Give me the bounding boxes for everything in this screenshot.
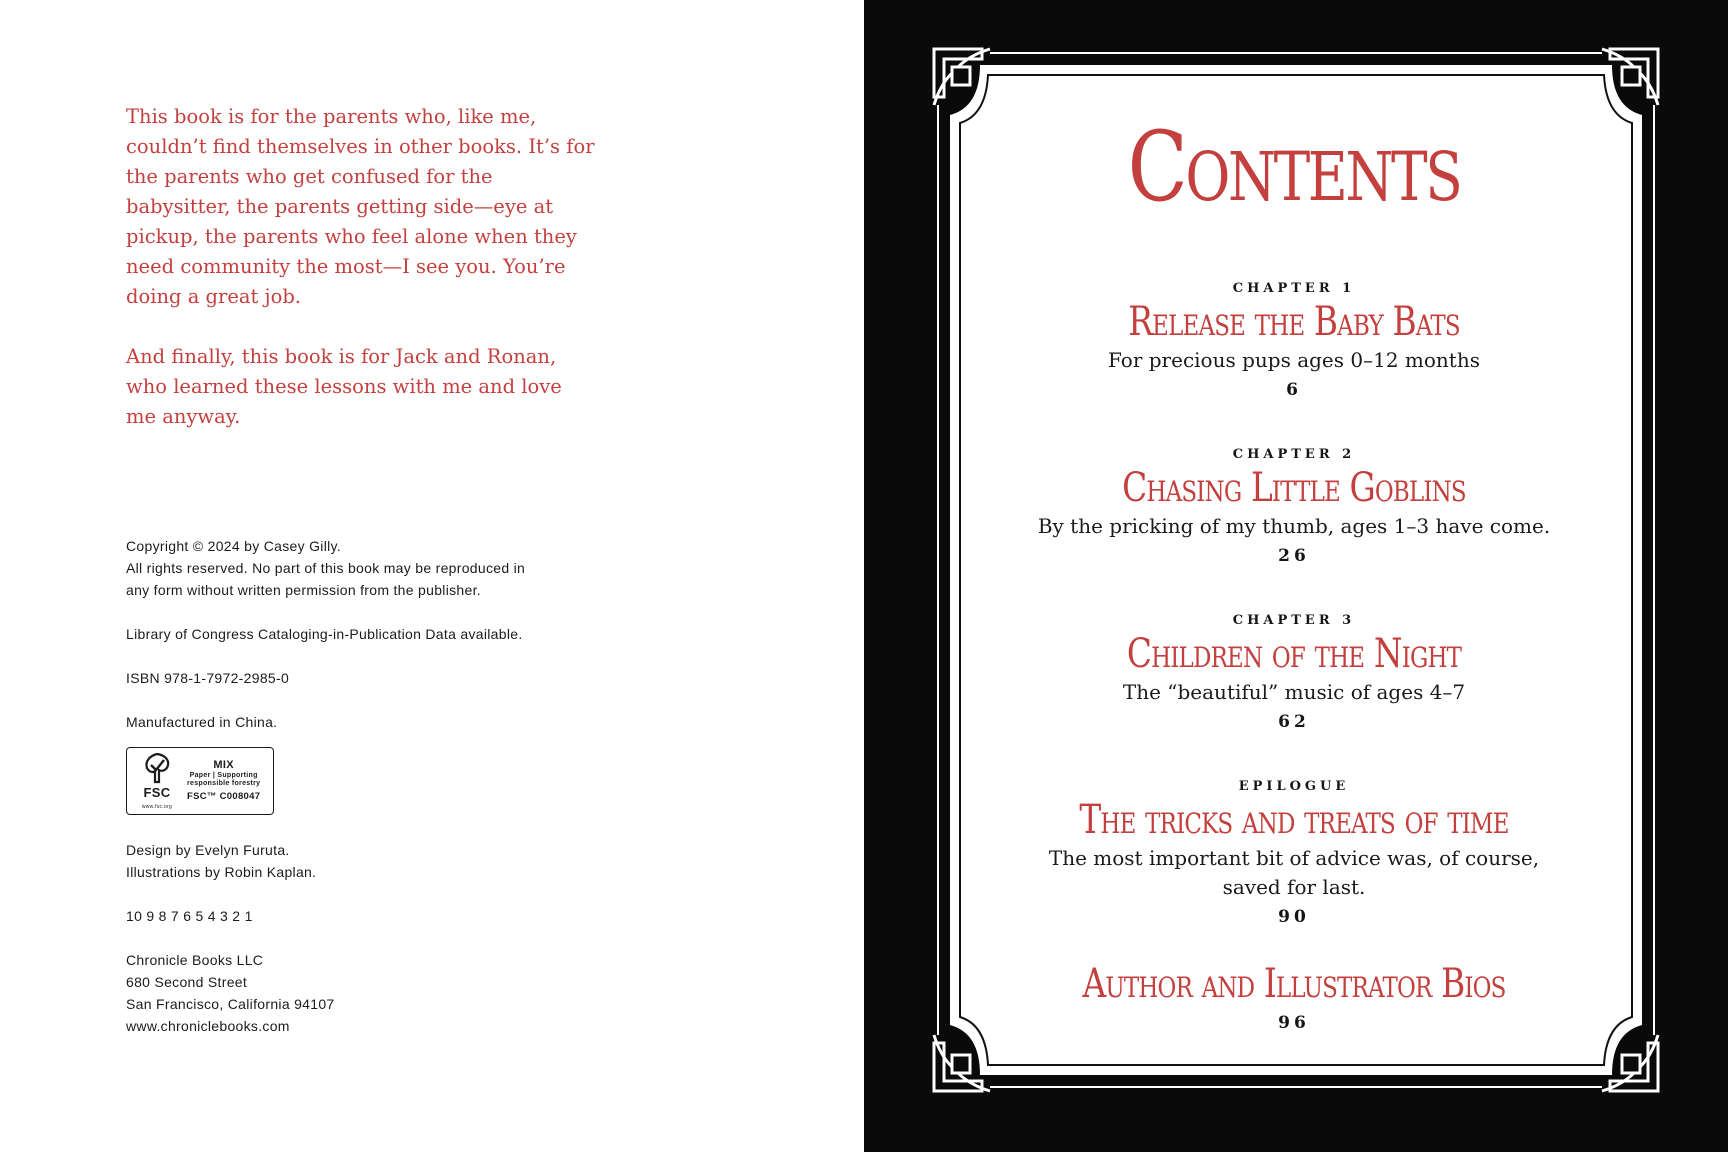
- chapter-page-number: 62: [1278, 712, 1310, 732]
- tree-checkmark-icon: [140, 752, 174, 784]
- chapter-subtitle-line-2: saved for last.: [1222, 875, 1366, 899]
- chapter-title: Release the Baby Bats: [1128, 299, 1460, 345]
- publisher-website: www.chroniclebooks.com: [126, 1018, 290, 1034]
- chapter-subtitle: For precious pups ages 0–12 months: [1108, 348, 1480, 372]
- fsc-text: [187, 758, 260, 804]
- fsc-sub-2: responsible forestry: [187, 780, 261, 787]
- copyright-line: Copyright © 2024 by Casey Gilly.: [126, 538, 341, 554]
- chapter-subtitle: The most important bit of advice was, of course,: [1048, 846, 1540, 870]
- fsc-url: www.fsc.org: [141, 804, 173, 810]
- chapter-subtitle: By the pricking of my thumb, ages 1–3 have come.: [1037, 514, 1551, 538]
- chapter-page-number: 96: [1278, 1013, 1310, 1033]
- chapter-subtitle: The “beautiful” music of ages 4–7: [1122, 680, 1466, 704]
- contents-title: Contents: [1127, 111, 1461, 223]
- rights-line-2: any form without written permission from the publisher.: [126, 582, 481, 598]
- right-page: [864, 0, 1728, 1152]
- chapter-title: Author and Illustrator Bios: [1082, 961, 1506, 1007]
- chapter-label: EPILOGUE: [1238, 779, 1350, 794]
- chapter-title: Chasing Little Goblins: [1122, 465, 1466, 511]
- fsc-tree-icon: [133, 752, 181, 810]
- manufactured-line: Manufactured in China.: [126, 714, 278, 730]
- printing-line: 10 9 8 7 6 5 4 3 2 1: [126, 908, 253, 924]
- fsc-sub-1: Paper | Supporting: [189, 772, 258, 779]
- cip-line: Library of Congress Cataloging-in-Publication Data available.: [126, 626, 523, 642]
- copyright-block: [126, 535, 596, 1059]
- fsc-mix: MIX: [213, 759, 234, 771]
- chapter-page-number: 26: [1278, 546, 1310, 566]
- isbn-line: ISBN 978-1-7972-2985-0: [126, 670, 290, 686]
- rights-line-1: All rights reserved. No part of this book may be reproduced in: [126, 560, 526, 576]
- toc-entry-epilogue[interactable]: [974, 778, 1614, 932]
- illustration-credit: Illustrations by Robin Kaplan.: [126, 864, 317, 880]
- fsc-code: FSC™ C008047: [187, 791, 261, 802]
- fsc-abbr: FSC: [143, 785, 171, 800]
- chapter-title: The tricks and treats of time: [1079, 797, 1509, 843]
- publisher-street: 680 Second Street: [126, 974, 248, 990]
- toc-entry-chapter-1[interactable]: [974, 280, 1614, 405]
- chapter-title: Children of the Night: [1126, 631, 1462, 677]
- chapter-page-number: 6: [1286, 380, 1302, 400]
- toc-entry-chapter-2[interactable]: [974, 446, 1614, 571]
- chapter-label: CHAPTER 3: [1232, 613, 1356, 628]
- dedication: [126, 102, 596, 462]
- design-credit: Design by Evelyn Furuta.: [126, 842, 290, 858]
- chapter-label: CHAPTER 2: [1232, 447, 1356, 462]
- fsc-logo: [126, 747, 274, 815]
- dedication-paragraph-1: This book is for the parents who, like me, couldn’t find themselves in other books. It’s for the parents who get confused for the babysitter, the parents getting side—eye at pickup, the parents who feel alone when they need community the most—I see you. You’re doing a great job.: [126, 105, 595, 308]
- publisher-name: Chronicle Books LLC: [126, 952, 264, 968]
- publisher-city: San Francisco, California 94107: [126, 996, 335, 1012]
- dedication-paragraph-2: And finally, this book is for Jack and Ronan, who learned these lessons with me and love me anyway.: [126, 345, 562, 428]
- toc-entry-bios[interactable]: [974, 960, 1614, 1038]
- toc-entry-chapter-3[interactable]: [974, 612, 1614, 737]
- chapter-label: CHAPTER 1: [1232, 281, 1356, 296]
- chapter-page-number: 90: [1278, 907, 1310, 927]
- contents: [974, 60, 1614, 1033]
